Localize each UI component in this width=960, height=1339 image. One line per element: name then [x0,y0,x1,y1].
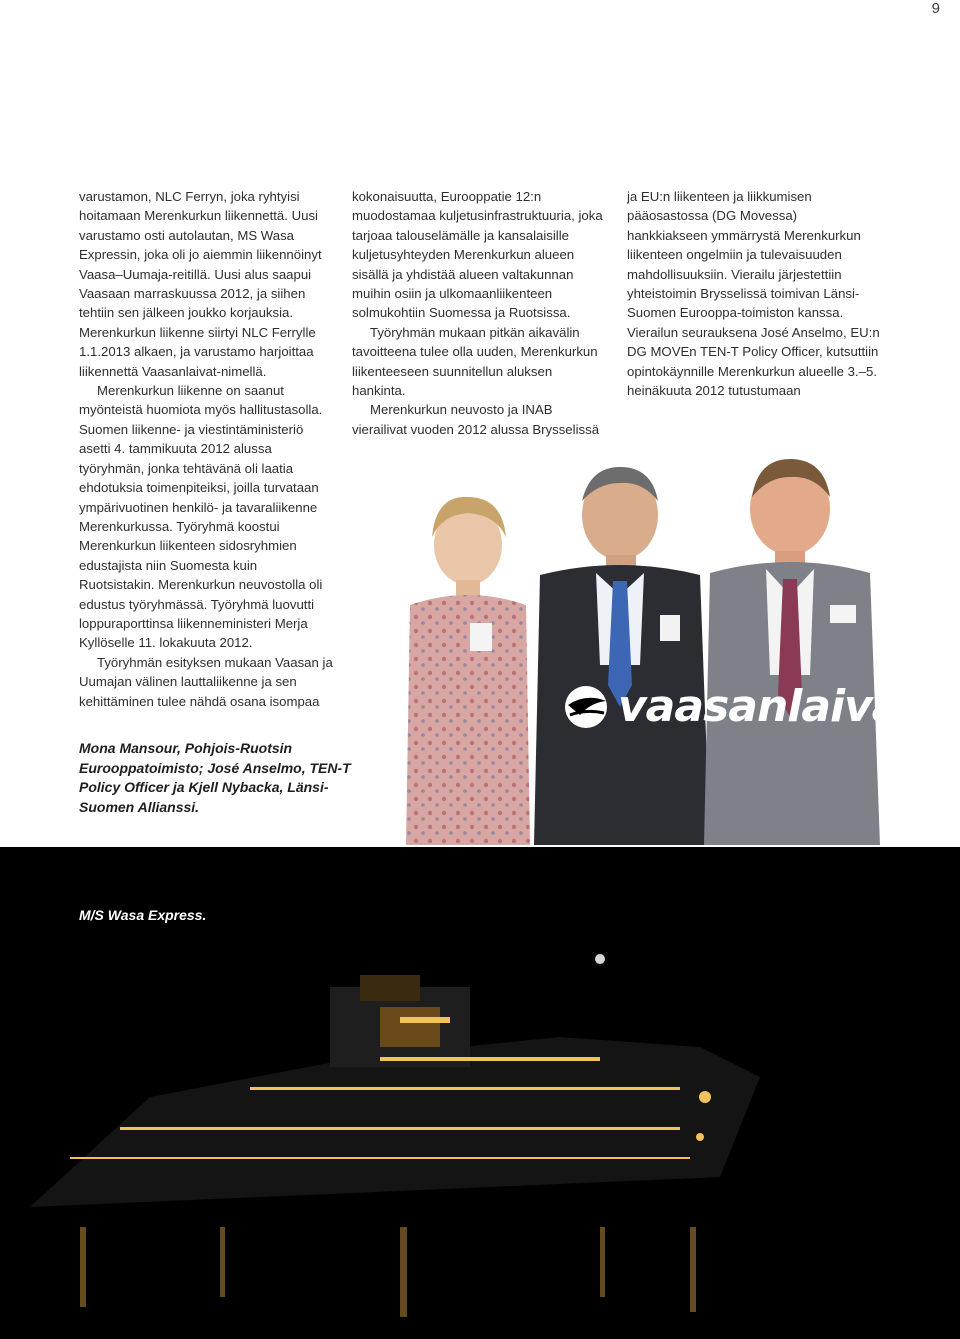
ship-photo-caption: M/S Wasa Express. [79,907,207,923]
paragraph: ja EU:n liikenteen ja liikkumisen pääosastossa (DG Movessa) hankkiakseen ymmärrystä Merenkurkun liikenteen ongelmiin ja tulevaisuuden mahdollisuuksiin. Vierailu järjestettiin yhteistoimin Brysselissä toimivan Länsi-Suomen Eurooppa-toimiston kanssa. Vierailun seurauksena José Anselmo, EU:n DG MOVEn TEN-T Policy Officer, kutsuttiin opintokäynnille Merenkurkun alueelle 3.–5. heinäkuuta 2012 tutustumaan [627,189,880,399]
logo-bird-icon [562,685,612,729]
person-woman [406,497,530,845]
page-number: 9 [931,0,940,17]
person-right-man [704,459,880,845]
logo-text: vaasanlaivat [618,681,921,732]
paragraph: Työryhmän mukaan pitkän aikavälin tavoitteena tulee olla uuden, Merenkurkun liikenteeseen suunnitellun aluksen hankinta. [352,324,598,399]
people-photo-caption: Mona Mansour, Pohjois-Ruotsin Eurooppatoimisto; José Anselmo, TEN-T Policy Officer ja Kjell Nybacka, Länsi-Suomen Allianssi. [79,740,351,815]
paragraph: kokonaisuutta, Eurooppatie 12:n muodostamaa kuljetusinfrastruktuuria, joka tarjoaa talouselämälle ja kansalaisille kuljetusyhteyden Merenkurkun alueen sisällä ja yhdistää alueen valtakunnan muihin osiin ja ulkomaanliikenteen solmukohtiin Suomessa ja Ruotsissa. [352,189,603,321]
paragraph: varustamon, NLC Ferryn, joka ryhtyisi hoitamaan Merenkurkun liikennettä. Uusi varustamo osti autolautan, MS Wasa Expressin, joka oli jo aiemmin liikennöinyt Vaasa–Uumaja-reitillä. Uusi alus saapui Vaasaan marraskuussa 2012, ja siihen tehtiin sen jälkeen joukko korjauksia. Merenkurkun liikenne siirtyi NLC Ferrylle 1.1.2013 alkaen, ja varustamo harjoittaa liikennettä Vaasanlaivat-nimellä. [79,189,322,379]
text-column-1 [79,187,333,711]
paragraph: Merenkurkun neuvosto ja INAB vierailivat vuoden 2012 alussa Brysselissä [352,402,600,437]
text-column-2 [352,187,604,439]
paragraph: Työryhmän esityksen mukaan Vaasan ja Uumajan välinen lauttaliikenne ja sen kehittäminen tulee nähdä osana isompaa [79,654,333,709]
text-column-3 [627,187,881,400]
paragraph: Merenkurkun liikenne on saanut myönteistä huomiota myös hallitustasolla. Suomen liikenne- ja viestintäministeriö asetti 4. tammikuuta 2012 alussa työryhmän, jonka tehtävänä oli laatia ehdotuksia toimenpiteiksi, joilla turvataan ympärivuotinen henkilö- ja tavaraliikenne Merenkurkussa. Työryhmä koostui Merenkurkun liikenteen sidosryhmien edustajista niin Suomesta kuin Ruotsistakin. Merenkurkun neuvostolla oli edustus työryhmässä. Työryhmä luovutti loppuraporttinsa liikenneministeri Merja Kyllöselle 11. lokakuuta 2012. [79,383,323,651]
ship-photo [0,847,960,1339]
vaasanlaivat-logo [562,681,921,732]
person-middle-man [534,467,710,845]
people-photo [370,445,960,845]
